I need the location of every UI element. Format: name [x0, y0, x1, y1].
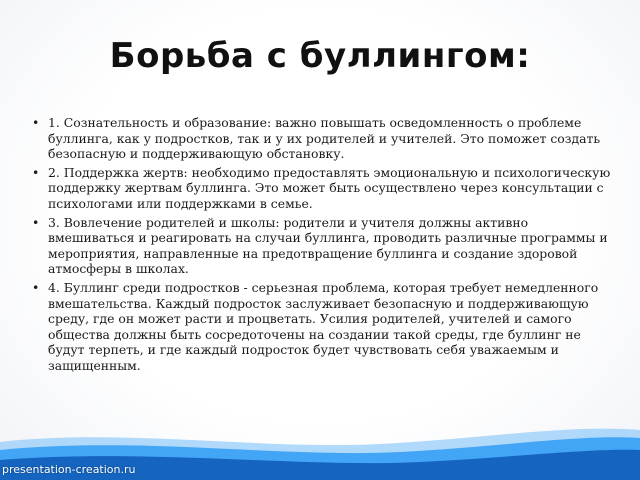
- bullet-text: 3. Вовлечение родителей и школы: родители и учителя должны активно вмешиваться и реагировать на случаи буллинга, проводить различные программы и мероприятия, направленные на предотвращение буллинга и создание здоровой атмосферы в школах.: [48, 214, 608, 277]
- bullet-text: 2. Поддержка жертв: необходимо предоставлять эмоциональную и психологическую поддержку жертвам буллинга. Это может быть осуществлено через консультации с психологами или поддержками в семье.: [48, 164, 611, 211]
- bullet-list: [32, 115, 614, 377]
- bullet-dot-icon: •: [32, 164, 40, 180]
- watermark-text: presentation-creation.ru: [2, 463, 136, 476]
- bullet-text: 4. Буллинг среди подростков - серьезная проблема, которая требует немедленного вмешательства. Каждый подросток заслуживает безопасную и поддерживающую среду, где он может расти и процветать. Усилия родителей, учителей и самого общества должны быть сосредоточены на создании такой среды, где буллинг не будут терпеть, и где каждый подросток будет чувствовать себя уважаемым и защищенным.: [48, 279, 599, 373]
- list-item: [32, 215, 614, 277]
- bullet-dot-icon: •: [32, 115, 40, 130]
- bullet-dot-icon: •: [32, 279, 40, 295]
- slide-title: Борьба с буллингом:: [109, 36, 531, 76]
- list-item: [32, 165, 614, 212]
- list-item: [32, 280, 614, 374]
- bullet-text: 1. Сознательность и образование: важно повышать осведомленность о проблеме буллинга, как у подростков, так и у их родителей и учителей. Это поможет создать безопасную и поддерживающую обстановку.: [48, 115, 601, 162]
- list-item: [32, 115, 614, 162]
- bullet-dot-icon: •: [32, 214, 40, 230]
